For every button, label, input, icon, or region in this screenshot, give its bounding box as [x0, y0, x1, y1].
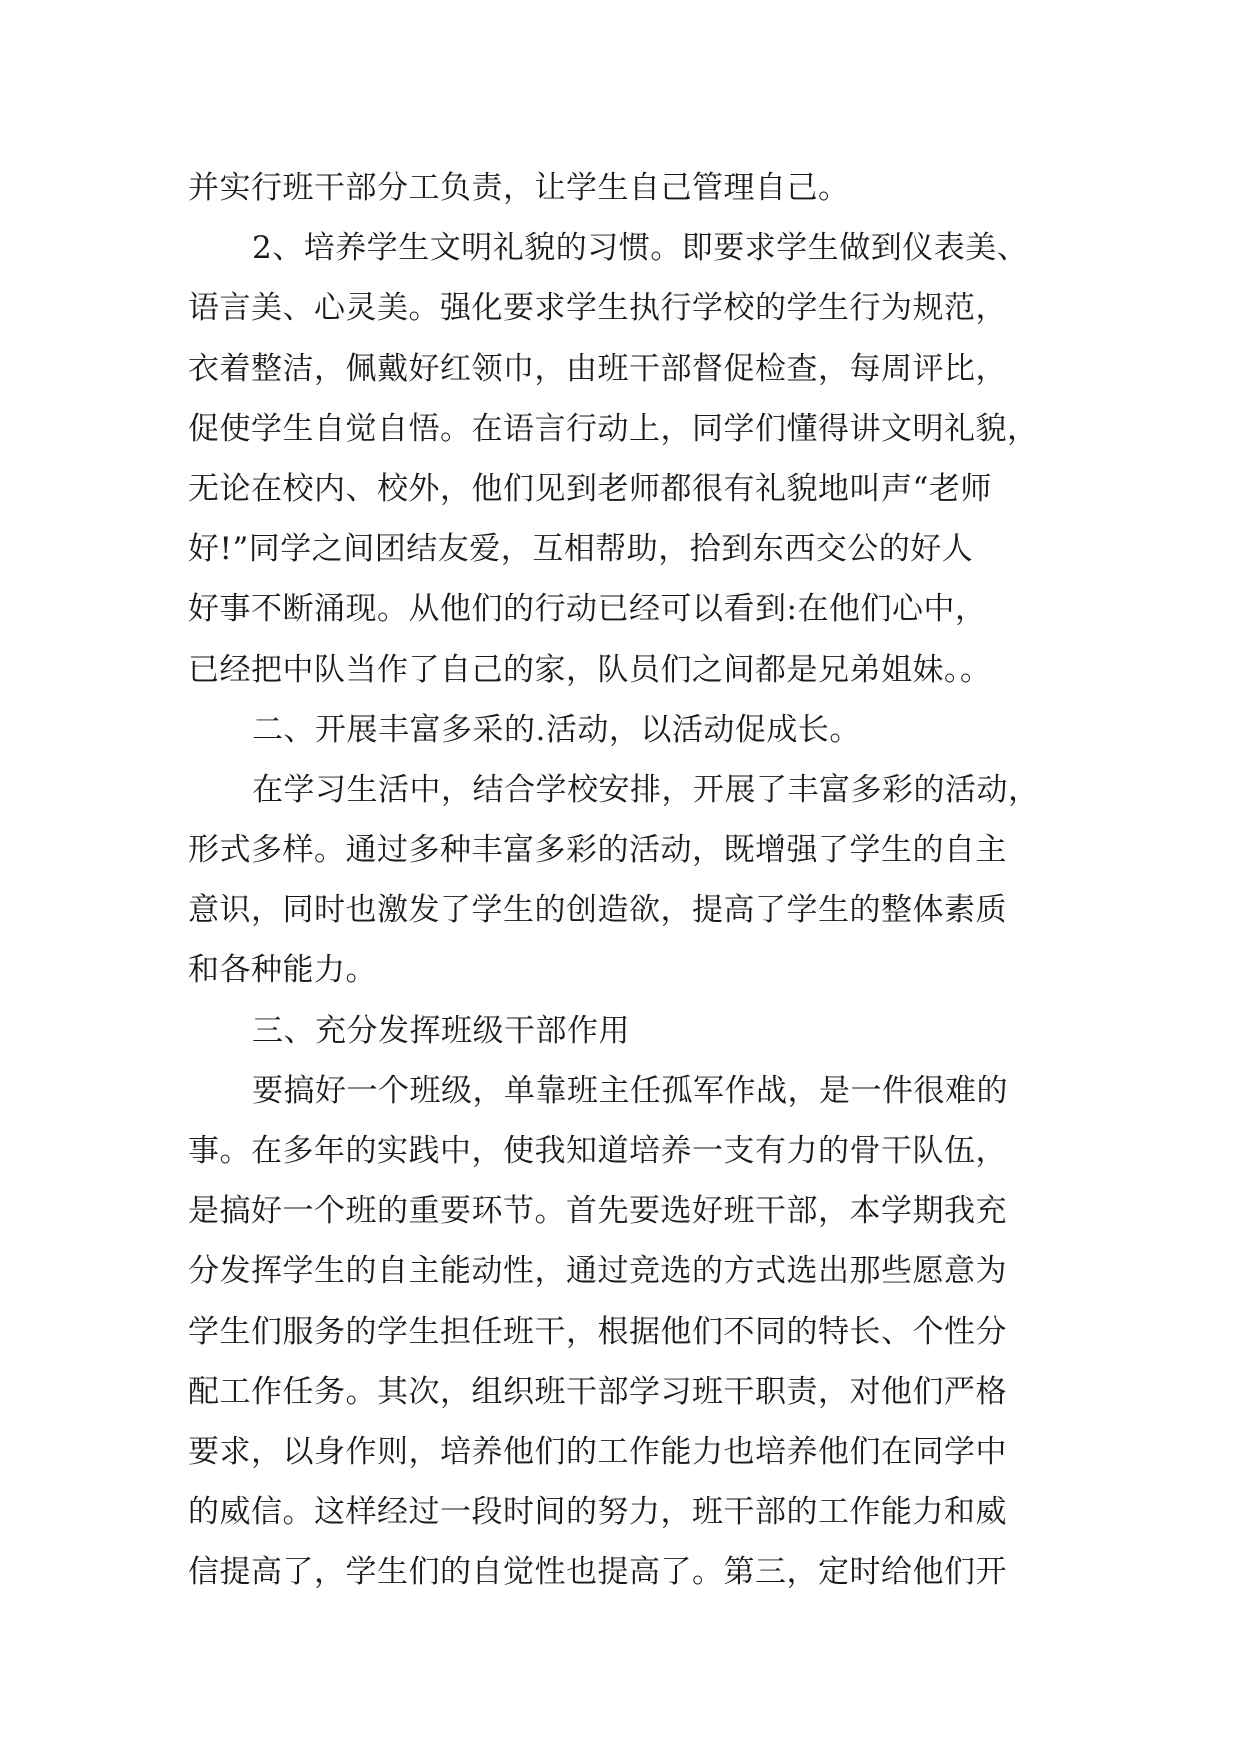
text-line: 和各种能力。	[188, 952, 377, 989]
text-line: 要求，以身作则，培养他们的工作能力也培养他们在同学中	[188, 1433, 1007, 1470]
text-line: 分发挥学生的自主能动性，通过竞选的方式选出那些愿意为	[188, 1253, 1007, 1290]
text-line: 信提高了，学生们的自觉性也提高了。第三，定时给他们开	[188, 1554, 1007, 1591]
text-line: 是搞好一个班的重要环节。首先要选好班干部，本学期我充	[188, 1193, 1007, 1230]
text-line: 形式多样。通过多种丰富多彩的活动，既增强了学生的自主	[188, 832, 1007, 869]
text-line: 好!”同学之间团结友爱，互相帮助，拾到东西交公的好人	[188, 531, 974, 568]
text-line: 促使学生自觉自悟。在语言行动上，同学们懂得讲文明礼貌，	[188, 410, 1039, 447]
text-line: 好事不断涌现。从他们的行动已经可以看到:在他们心中，	[188, 591, 987, 628]
text-line: 无论在校内、校外，他们见到老师都很有礼貌地叫声“老师	[188, 470, 992, 507]
text-line: 已经把中队当作了自己的家，队员们之间都是兄弟姐妹。。	[188, 651, 992, 688]
text-line: 配工作任务。其次，组织班干部学习班干职责，对他们严格	[188, 1373, 1007, 1410]
text-line: 在学习生活中，结合学校安排，开展了丰富多彩的活动，	[252, 771, 1040, 808]
text-line: 语言美、心灵美。强化要求学生执行学校的学生行为规范，	[188, 290, 1007, 327]
text-line: 意识，同时也激发了学生的创造欲，提高了学生的整体素质	[188, 892, 1007, 929]
document-body	[188, 158, 1058, 1603]
text-line: 衣着整洁，佩戴好红领巾，由班干部督促检查，每周评比，	[188, 350, 1007, 387]
text-line: 二、开展丰富多采的.活动，以活动促成长。	[252, 711, 861, 748]
text-line: 并实行班干部分工负责，让学生自己管理自己。	[188, 170, 850, 206]
text-line: 事。在多年的实践中，使我知道培养一支有力的骨干队伍，	[188, 1133, 1007, 1169]
text-line: 三、充分发挥班级干部作用	[252, 1012, 630, 1049]
text-line: 要搞好一个班级，单靠班主任孤军作战，是一件很难的	[252, 1072, 1008, 1109]
text-line: 的威信。这样经过一段时间的努力，班干部的工作能力和威	[188, 1494, 1007, 1531]
text-line: 2、培养学生文明礼貌的习惯。即要求学生做到仪表美、	[252, 230, 1029, 267]
text-line: 学生们服务的学生担任班干，根据他们不同的特长、个性分	[188, 1313, 1007, 1350]
